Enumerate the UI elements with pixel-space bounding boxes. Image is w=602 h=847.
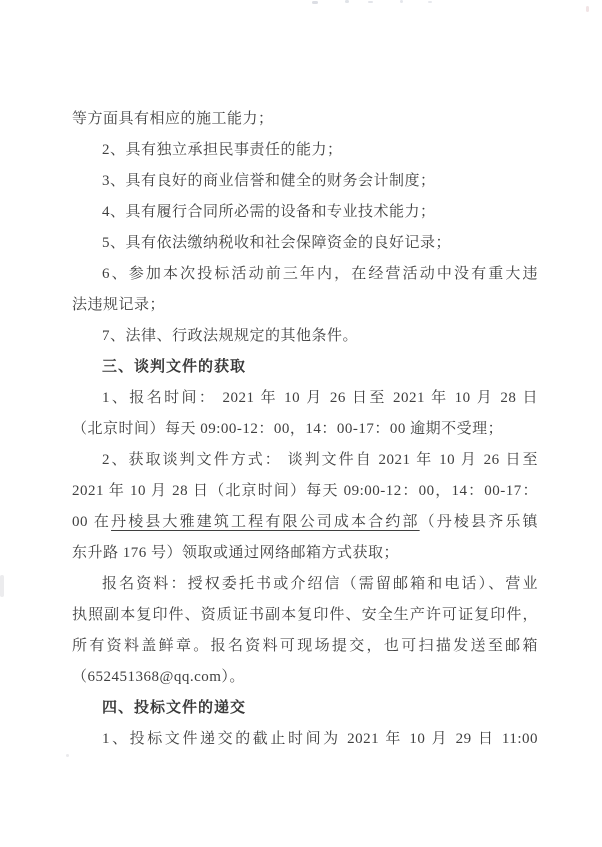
document-obtain-line-3 bbox=[72, 507, 538, 538]
document-obtain-line-4: 东升路 176 号）领取或通过网络邮箱方式获取； bbox=[72, 545, 400, 561]
scan-artifact-top-2 bbox=[345, 0, 349, 3]
registration-time-line-1: 1、报名时间： 2021 年 10 月 26 日至 2021 年 10 月 28 日 bbox=[102, 390, 538, 406]
line-prefix: 00 在 bbox=[72, 514, 112, 530]
scan-artifact-top-4 bbox=[400, 0, 403, 3]
company-department-underlined: 丹棱县大雅建筑工程有限公司成本合约部 bbox=[111, 514, 420, 530]
section-heading-4-bid-submission: 四、投标文件的递交 bbox=[102, 700, 247, 716]
qualification-item-4: 4、具有履行合同所必需的设备和专业技术能力； bbox=[102, 204, 436, 220]
qualification-item-2: 2、具有独立承担民事责任的能力； bbox=[102, 142, 343, 158]
qualification-item-7: 7、法律、行政法规规定的其他条件。 bbox=[102, 328, 359, 344]
scan-artifact-left-edge bbox=[0, 575, 4, 597]
scan-artifact-right-edge bbox=[586, 6, 589, 12]
registration-materials-line-1: 报名资料：授权委托书或介绍信（需留邮箱和电话）、营业 bbox=[102, 576, 538, 592]
scan-artifact-speck bbox=[66, 754, 69, 757]
section-heading-3-document-obtain: 三、谈判文件的获取 bbox=[102, 359, 247, 375]
registration-materials-email-line: （652451368@qq.com）。 bbox=[72, 669, 245, 685]
qualification-item-6-line-2: 法违规记录； bbox=[72, 297, 166, 313]
qualification-item-3: 3、具有良好的商业信誉和健全的财务会计制度； bbox=[102, 173, 436, 189]
line-suffix: （丹棱县齐乐镇 bbox=[419, 514, 538, 530]
qualification-item-6-line-1: 6、参加本次投标活动前三年内，在经营活动中没有重大违 bbox=[102, 266, 538, 282]
registration-materials-line-2: 执照副本复印件、资质证书副本复印件、安全生产许可证复印件， bbox=[72, 607, 538, 623]
scan-artifact-top-1 bbox=[312, 1, 318, 4]
qualification-item-5: 5、具有依法缴纳税收和社会保障资金的良好记录； bbox=[102, 235, 452, 251]
scan-artifact-top-5 bbox=[428, 1, 432, 3]
document-obtain-line-2: 2021 年 10 月 28 日（北京时间）每天 09:00-12：00，14：00-17： bbox=[72, 483, 538, 499]
document-body bbox=[72, 104, 538, 755]
registration-time-line-2: （北京时间）每天 09:00-12：00，14：00-17：00 逾期不受理； bbox=[72, 421, 504, 437]
registration-materials-line-3: 所有资料盖鲜章。报名资料可现场提交，也可扫描发送至邮箱 bbox=[72, 638, 538, 654]
scan-artifact-top-3 bbox=[368, 1, 373, 3]
submission-deadline-line: 1、投标文件递交的截止时间为 2021 年 10 月 29 日 11:00 bbox=[102, 731, 538, 747]
document-obtain-line-1: 2、获取谈判文件方式： 谈判文件自 2021 年 10 月 26 日至 bbox=[102, 452, 538, 468]
paragraph-continuation-line: 等方面具有相应的施工能力； bbox=[72, 111, 274, 127]
